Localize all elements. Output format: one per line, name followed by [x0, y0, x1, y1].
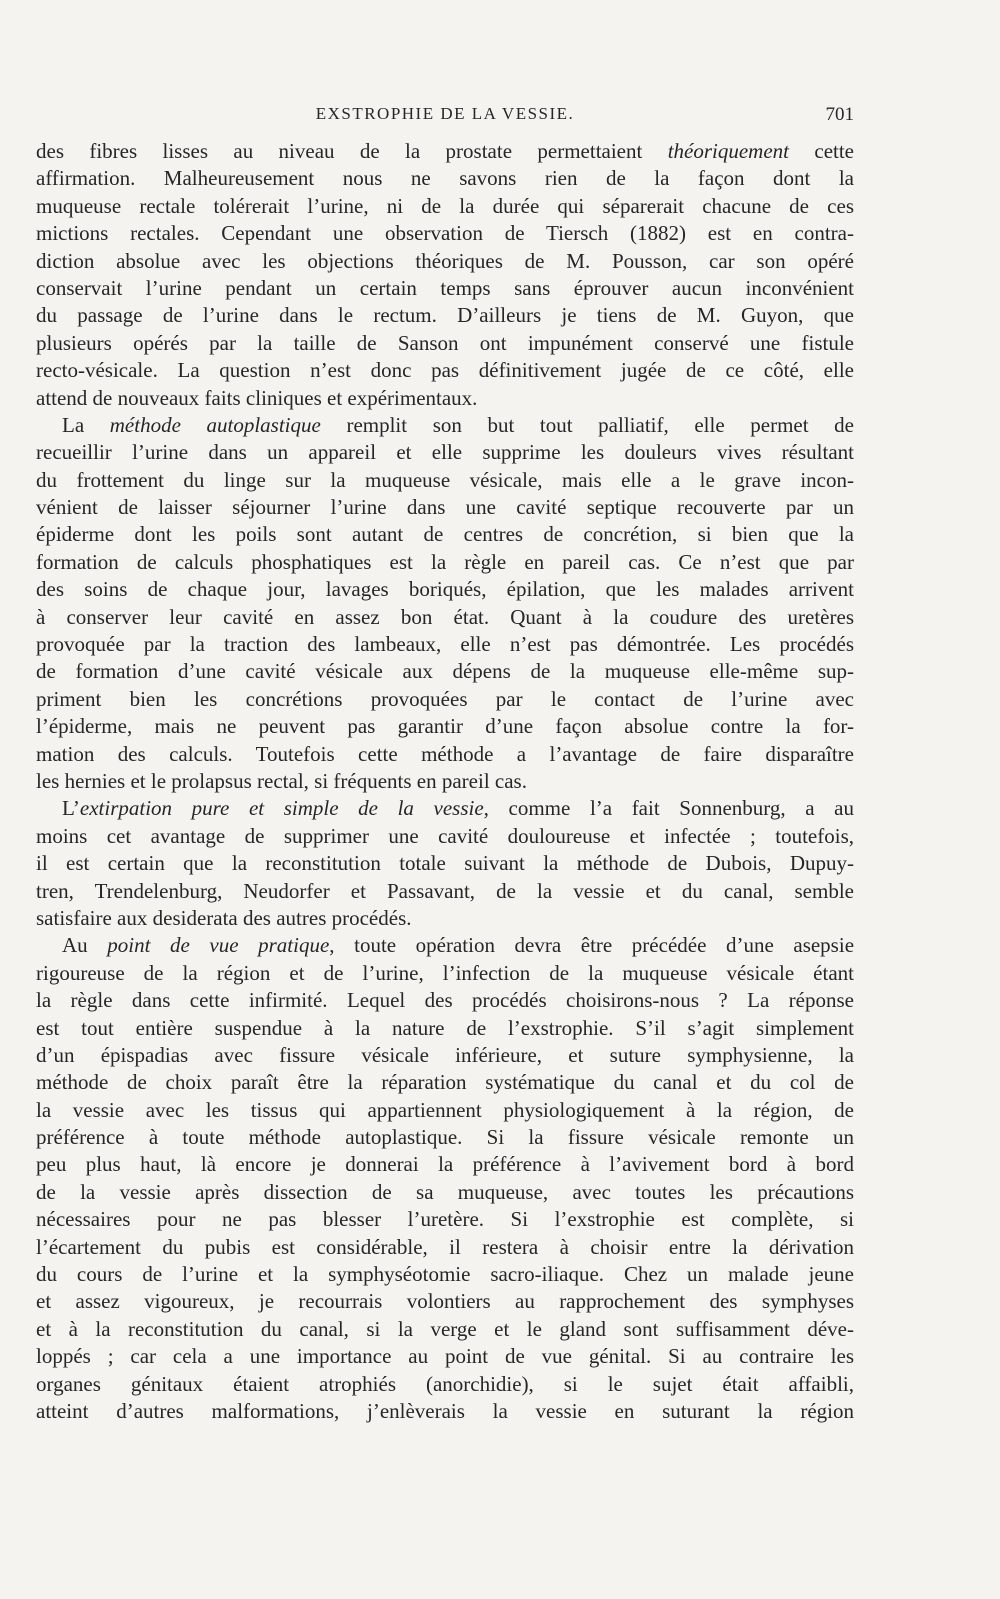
text-segment: muqueuse rectale tolérerait l’urine, ni de la durée qui séparerait chacune de ces — [36, 193, 854, 218]
text-line — [36, 302, 854, 329]
text-segment: loppés ; car cela a une importance au point de vue génital. Si au contraire les — [36, 1344, 854, 1369]
text-line — [36, 576, 854, 603]
text-line — [36, 412, 854, 439]
text-line — [36, 1316, 854, 1343]
text-segment: remplit son but tout palliatif, elle permet de — [320, 412, 854, 437]
text-line — [36, 1151, 854, 1178]
text-segment: Au — [62, 933, 108, 958]
text-line — [36, 1371, 854, 1398]
text-line — [36, 1398, 854, 1425]
text-line — [36, 220, 854, 247]
italic-text: méthode autoplastique — [109, 412, 321, 437]
text-segment: à conserver leur cavité en assez bon état. Quant à la coudure des uretères — [36, 604, 854, 629]
text-line — [36, 795, 854, 822]
text-line — [36, 330, 854, 357]
text-line — [36, 987, 854, 1014]
text-segment: et à la reconstitution du canal, si la verge et le gland sont suffisamment déve- — [36, 1316, 854, 1341]
text-line — [36, 631, 854, 658]
text-segment: de formation d’une cavité vésicale aux dépens de la muqueuse elle-même sup- — [36, 659, 854, 684]
text-line — [36, 1097, 854, 1124]
text-segment: tren, Trendelenburg, Neudorfer et Passavant, de la vessie et du canal, semble — [36, 878, 854, 903]
text-segment: l’épiderme, mais ne peuvent pas garantir d’une façon absolue contre la for- — [36, 714, 854, 739]
text-segment: , toute opération devra être précédée d’une asepsie — [329, 933, 854, 958]
text-segment: provoquée par la traction des lambeaux, elle n’est pas démontrée. Les procédés — [36, 632, 854, 657]
text-line — [36, 385, 854, 412]
text-line — [36, 467, 854, 494]
text-segment: la vessie avec les tissus qui appartiennent physiologiquement à la région, de — [36, 1097, 854, 1122]
text-line — [36, 1124, 854, 1151]
text-line — [36, 1042, 854, 1069]
text-segment: les hernies et le prolapsus rectal, si fréquents en pareil cas. — [36, 768, 527, 793]
text-segment: la règle dans cette infirmité. Lequel des procédés choisirons-nous ? La réponse — [36, 988, 854, 1013]
text-segment: préférence à toute méthode autoplastique. Si la fissure vésicale remonte un — [36, 1125, 854, 1150]
text-line — [36, 905, 854, 932]
text-line — [36, 1234, 854, 1261]
text-line — [36, 713, 854, 740]
text-line — [36, 165, 854, 192]
text-segment: recueillir l’urine dans un appareil et elle supprime les douleurs vives résultant — [36, 440, 854, 465]
text-segment: du frottement du linge sur la muqueuse vésicale, mais elle a le grave incon- — [36, 467, 854, 492]
text-line — [36, 275, 854, 302]
text-line — [36, 1069, 854, 1096]
text-line — [36, 1015, 854, 1042]
text-segment: attend de nouveaux faits cliniques et expérimentaux. — [36, 385, 478, 410]
text-segment: La — [62, 412, 110, 437]
text-segment: nécessaires pour ne pas blesser l’uretère. Si l’exstrophie est complète, si — [36, 1207, 854, 1232]
italic-text: théoriquement — [667, 139, 790, 163]
text-line — [36, 1288, 854, 1315]
text-segment: des soins de chaque jour, lavages boriqués, épilation, que les malades arrivent — [36, 577, 854, 602]
text-line — [36, 1206, 854, 1233]
text-segment: est tout entière suspendue à la nature de l’exstrophie. S’il s’agit simplement — [36, 1015, 854, 1040]
text-segment: méthode de choix paraît être la réparation systématique du canal et du col de — [36, 1070, 854, 1095]
text-segment: moins cet avantage de supprimer une cavité douloureuse et infectée ; toutefois, — [36, 823, 854, 848]
text-line — [36, 494, 854, 521]
italic-text: extirpation pure et simple de la vessie — [79, 796, 484, 821]
text-segment: du passage de l’urine dans le rectum. D’ailleurs je tiens de M. Guyon, que — [36, 303, 854, 328]
text-line — [36, 604, 854, 631]
text-segment: mation des calculs. Toutefois cette méthode a l’avantage de faire disparaître — [36, 741, 854, 766]
text-segment: des fibres lisses au niveau de la prostate permettaient — [36, 139, 668, 163]
text-segment: L’ — [62, 796, 80, 821]
text-line — [36, 823, 854, 850]
text-segment: peu plus haut, là encore je donnerai la préférence à l’avivement bord à bord — [36, 1152, 854, 1177]
text-line — [36, 960, 854, 987]
text-segment: priment bien les concrétions provoquées par le contact de l’urine avec — [36, 686, 854, 711]
text-segment: il est certain que la reconstitution totale suivant la méthode de Dubois, Dupuy- — [36, 851, 854, 876]
text-line — [36, 138, 854, 165]
text-segment: formation de calculs phosphatiques est la règle en pareil cas. Ce n’est que par — [36, 549, 854, 574]
text-line — [36, 439, 854, 466]
text-line — [36, 248, 854, 275]
text-line — [36, 741, 854, 768]
text-segment: mictions rectales. Cependant une observation de Tiersch (1882) est en contra- — [36, 221, 854, 246]
text-segment: atteint d’autres malformations, j’enlèverais la vessie en suturant la région — [36, 1398, 854, 1423]
text-segment: plusieurs opérés par la taille de Sanson ont impunément conservé une fistule — [36, 330, 854, 355]
text-segment: épiderme dont les poils sont autant de centres de concrétion, si bien que la — [36, 522, 854, 547]
text-line — [36, 768, 854, 795]
text-segment: cette — [789, 139, 854, 163]
text-segment: l’écartement du pubis est considérable, il restera à choisir entre la dérivation — [36, 1234, 854, 1259]
text-segment: , comme l’a fait Sonnenburg, a au — [483, 796, 854, 821]
body-text — [36, 138, 854, 1425]
text-segment: recto-vésicale. La question n’est donc pas définitivement jugée de ce côté, elle — [36, 358, 854, 383]
text-line — [36, 1179, 854, 1206]
text-line — [36, 357, 854, 384]
running-title: EXSTROPHIE DE LA VESSIE. — [315, 104, 575, 123]
page-number: 701 — [825, 104, 854, 125]
text-line — [36, 193, 854, 220]
text-line — [36, 521, 854, 548]
text-line — [36, 850, 854, 877]
text-line — [36, 1261, 854, 1288]
text-segment: d’un épispadias avec fissure vésicale inférieure, et suture symphysienne, la — [36, 1042, 854, 1067]
text-segment: du cours de l’urine et la symphyséotomie sacro-iliaque. Chez un malade jeune — [36, 1262, 854, 1287]
text-line — [36, 549, 854, 576]
text-segment: satisfaire aux desiderata des autres procédés. — [36, 905, 412, 930]
text-segment: affirmation. Malheureusement nous ne savons rien de la façon dont la — [36, 166, 854, 191]
text-line — [36, 932, 854, 959]
text-line — [36, 1343, 854, 1370]
text-line — [36, 878, 854, 905]
text-line — [36, 658, 854, 685]
text-segment: de la vessie après dissection de sa muqueuse, avec toutes les précautions — [36, 1179, 854, 1204]
running-head — [36, 104, 854, 132]
text-line — [36, 686, 854, 713]
text-segment: diction absolue avec les objections théoriques de M. Pousson, car son opéré — [36, 248, 854, 273]
text-segment: et assez vigoureux, je recourrais volontiers au rapprochement des symphyses — [36, 1289, 854, 1314]
text-segment: conservait l’urine pendant un certain temps sans éprouver aucun inconvénient — [36, 275, 854, 300]
text-segment: vénient de laisser séjourner l’urine dans une cavité septique recouverte par un — [36, 495, 854, 520]
text-segment: rigoureuse de la région et de l’urine, l’infection de la muqueuse vésicale étant — [36, 960, 854, 985]
italic-text: point de vue pratique — [107, 933, 330, 958]
text-segment: organes génitaux étaient atrophiés (anorchidie), si le sujet était affaibli, — [36, 1371, 854, 1396]
